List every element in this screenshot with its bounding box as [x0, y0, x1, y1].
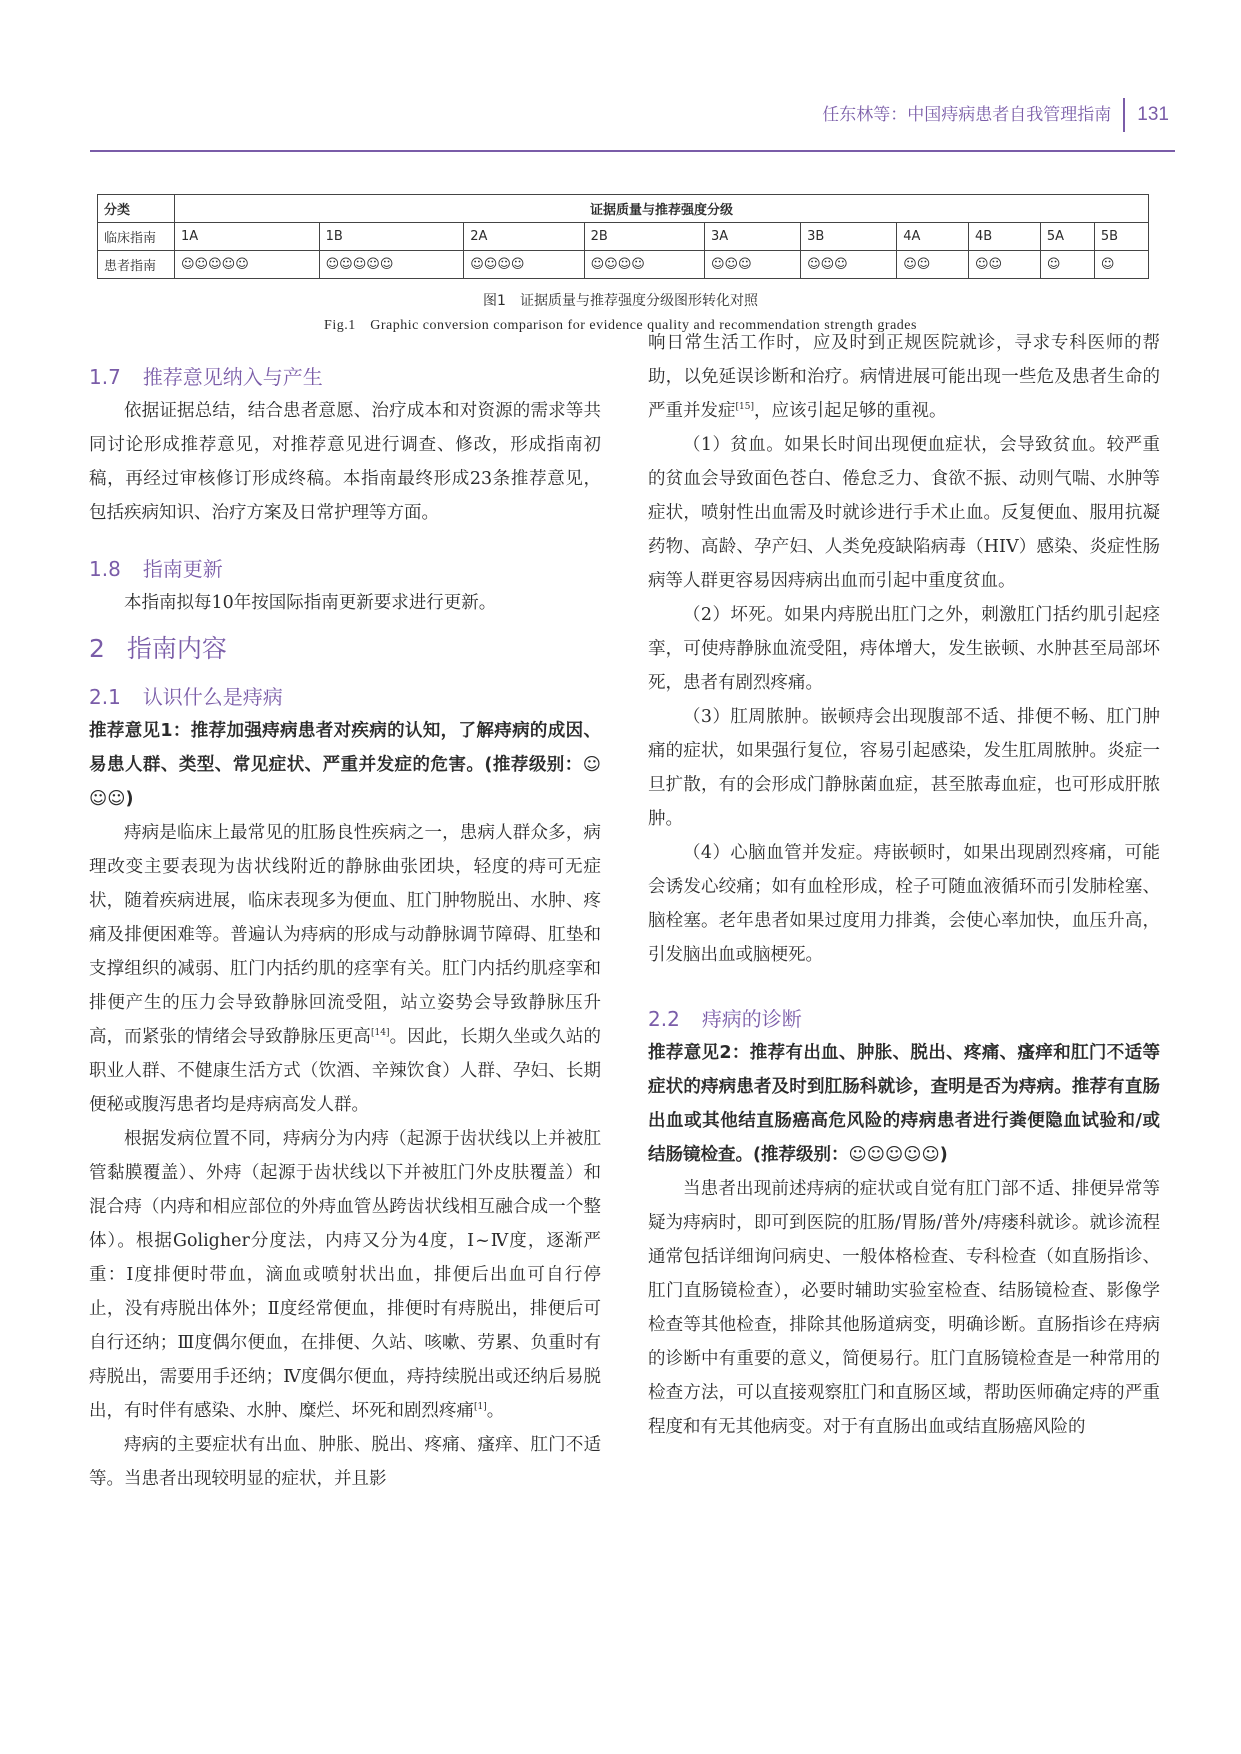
paragraph: 根据发病位置不同，痔病分为内痔（起源于齿状线以上并被肛管黏膜覆盖）、外痔（起源于齿状线以下并被肛门外皮肤覆盖）和混合痔（内痔和相应部位的外痔血管丛跨齿状线相互融合成一个整体）。根据Goligher分度法，内痔又分为4度，Ⅰ~Ⅳ度，逐渐严重：Ⅰ度排便时带血，滴血或喷射状出血，排便后出血可自行停止，没有痔脱出体外；Ⅱ度经常便血，排便时有痔脱出，排便后可自行还纳；Ⅲ度偶尔便血，在排便、久站、咳嗽、劳累、负重时有痔脱出，需要用手还纳；Ⅳ度偶尔便血，痔持续脱出或还纳后易脱出，有时伴有感染、水肿、糜烂、坏死和剧烈疼痛[1]。	[89, 1129, 601, 1421]
paragraph: （3）肛周脓肿。嵌顿痔会出现腹部不适、排便不畅、肛门肿痛的症状，如果强行复位，容易引起感染，发生肛周脓肿。炎症一旦扩散，有的会形成门静脉菌血症，甚至脓毒血症，也可形成肝脓肿。	[648, 707, 1160, 829]
section-heading: 2.1 认识什么是痔病	[89, 685, 283, 709]
table-row	[98, 223, 1149, 251]
smiley-icon: ☺☺☺☺☺	[175, 251, 320, 279]
smiley-icon: ☺☺	[969, 251, 1041, 279]
recommendation: 推荐意见2：推荐有出血、肿胀、脱出、疼痛、瘙痒和肛门不适等症状的痔病患者及时到肛肠科就诊，查明是否为痔病。推荐有直肠出血或其他结直肠癌高危风险的痔病患者进行粪便隐血试验和/或结肠镜检查。(推荐级别：☺☺☺☺☺)	[648, 1043, 1160, 1165]
paragraph: 痔病是临床上最常见的肛肠良性疾病之一，患病人群众多，病理改变主要表现为齿状线附近的静脉曲张团块，轻度的痔可无症状，随着疾病进展，临床表现多为便血、肛门肿物脱出、水肿、疼痛及排便困难等。普遍认为痔病的形成与动静脉调节障碍、肛垫和支撑组织的减弱、肛门内括约肌的痉挛有关。肛门内括约肌痉挛和排便产生的压力会导致静脉回流受阻，站立姿势会导致静脉压升高，而紧张的情绪会导致静脉压更高[14]。因此，长期久坐或久站的职业人群、不健康生活方式（饮酒、辛辣饮食）人群、孕妇、长期便秘或腹泻患者均是痔病高发人群。	[89, 823, 602, 1115]
table-row	[98, 195, 1149, 223]
paragraph: （4）心脑血管并发症。痔嵌顿时，如果出现剧烈疼痛，可能会诱发心绞痛；如有血栓形成，栓子可随血液循环而引发肺栓塞、脑栓塞。老年患者如果过度用力排粪，会使心率加快，血压升高，引发脑出血或脑梗死。	[648, 843, 1160, 965]
smiley-icon: ☺☺☺☺	[464, 251, 584, 279]
smiley-icon: ☺	[1040, 251, 1094, 279]
table-row-label: 临床指南	[98, 223, 175, 251]
section-heading: 1.7 推荐意见纳入与产生	[89, 365, 323, 389]
table-header-cell: 证据质量与推荐强度分级	[175, 195, 1149, 223]
grade-table	[97, 194, 1149, 279]
left-column	[89, 360, 601, 1496]
smiley-icon: ☺☺☺	[801, 251, 897, 279]
chapter-heading: 2 指南内容	[89, 634, 227, 663]
page-number: 131	[1137, 104, 1169, 125]
figure-caption-en: Fig.1 Graphic conversion comparison for evidence quality and recommendation strength grades	[324, 318, 917, 333]
table-row	[98, 251, 1149, 279]
smiley-icon: ☺☺☺☺☺	[319, 251, 464, 279]
figure-caption-cn: 图1 证据质量与推荐强度分级图形转化对照	[483, 293, 758, 309]
table-cell: 5A	[1040, 223, 1094, 251]
table-cell: 1A	[175, 223, 320, 251]
smiley-icon: ☺☺☺☺	[584, 251, 704, 279]
section-heading: 1.8 指南更新	[89, 557, 223, 581]
table-cell: 3A	[704, 223, 800, 251]
paragraph: 响日常生活工作时，应及时到正规医院就诊，寻求专科医师的帮助，以免延误诊断和治疗。病情进展可能出现一些危及患者生命的严重并发症[15]，应该引起足够的重视。	[648, 333, 1160, 421]
paragraph: 本指南拟每10年按国际指南更新要求进行更新。	[124, 593, 497, 613]
table-cell: 4A	[897, 223, 969, 251]
table-cell: 2A	[464, 223, 584, 251]
table-cell: 4B	[969, 223, 1041, 251]
running-header	[822, 92, 1169, 138]
paragraph: 依据证据总结，结合患者意愿、治疗成本和对资源的需求等共同讨论形成推荐意见，对推荐意见进行调查、修改，形成指南初稿，再经过审核修订形成终稿。本指南最终形成23条推荐意见，包括疾病知识、治疗方案及日常护理等方面。	[89, 401, 601, 523]
section-heading: 2.2 痔病的诊断	[648, 1007, 802, 1031]
table-cell: 5B	[1094, 223, 1148, 251]
smiley-icon: ☺☺	[897, 251, 969, 279]
table-header-cell: 分类	[98, 195, 175, 223]
paragraph: 痔病的主要症状有出血、肿胀、脱出、疼痛、瘙痒、肛门不适等。当患者出现较明显的症状，并且影	[89, 1435, 601, 1489]
table-cell: 1B	[319, 223, 464, 251]
header-title: 任东林等：中国痔病患者自我管理指南	[822, 98, 1125, 132]
paragraph: 当患者出现前述痔病的症状或自觉有肛门部不适、排便异常等疑为痔病时，即可到医院的肛肠/胃肠/普外/痔瘘科就诊。就诊流程通常包括详细询问病史、一般体格检查、专科检查（如直肠指诊、肛门直肠镜检查），必要时辅助实验室检查、结肠镜检查、影像学检查等其他检查，排除其他肠道病变，明确诊断。直肠指诊在痔病的诊断中有重要的意义，简便易行。肛门直肠镜检查是一种常用的检查方法，可以直接观察肛门和直肠区域，帮助医师确定痔的严重程度和有无其他病变。对于有直肠出血或结直肠癌风险的	[648, 1179, 1160, 1437]
right-column	[648, 326, 1160, 1444]
recommendation: 推荐意见1：推荐加强痔病患者对疾病的认知，了解痔病的成因、易患人群、类型、常见症状、严重并发症的危害。(推荐级别：☺☺☺)	[89, 721, 601, 809]
paragraph: （2）坏死。如果内痔脱出肛门之外，刺激肛门括约肌引起痉挛，可使痔静脉血流受阻，痔体增大，发生嵌顿、水肿甚至局部坏死，患者有剧烈疼痛。	[648, 605, 1160, 693]
table-cell: 2B	[584, 223, 704, 251]
smiley-icon: ☺	[1094, 251, 1148, 279]
header-rule	[90, 150, 1175, 152]
table-cell: 3B	[801, 223, 897, 251]
smiley-icon: ☺☺☺	[704, 251, 800, 279]
paragraph: （1）贫血。如果长时间出现便血症状，会导致贫血。较严重的贫血会导致面色苍白、倦怠乏力、食欲不振、动则气喘、水肿等症状，喷射性出血需及时就诊进行手术止血。反复便血、服用抗凝药物、高龄、孕产妇、人类免疫缺陷病毒（HIV）感染、炎症性肠病等人群更容易因痔病出血而引起中重度贫血。	[648, 435, 1160, 591]
table-row-label: 患者指南	[98, 251, 175, 279]
